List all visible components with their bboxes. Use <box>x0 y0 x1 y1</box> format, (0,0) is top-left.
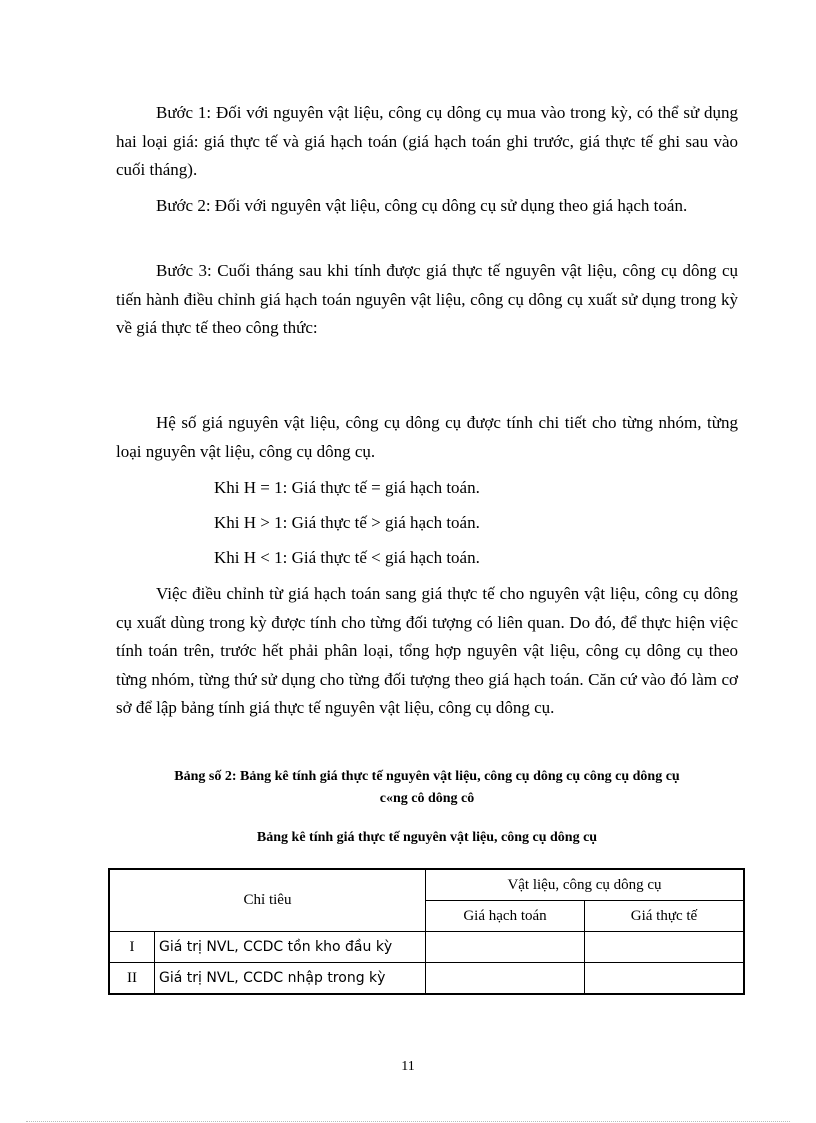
paragraph-adjustment-text: Việc điều chỉnh từ giá hạch toán sang giá thực tế cho nguyên vật liệu, công cụ dông cụ xuất dùng trong kỳ được tính cho từng đối tượng có liên quan. Do đó, để thực hiện việc tính toán trên, trước hết phải phân loại, tổng hợp nguyên vật liệu, công cụ dông cụ theo từng nhóm, từng thứ sử dụng cho từng đối tượng theo giá hạch toán. Căn cứ vào đó làm cơ sở để lập bảng tính giá thực tế nguyên vật liệu, công cụ dông cụ. <box>116 584 738 717</box>
paragraph-step-3-text: Bước 3: Cuối tháng sau khi tính được giá thực tế nguyên vật liệu, công cụ dông cụ tiến hành điều chỉnh giá hạch toán nguyên vật liệu, công cụ dông cụ xuất sử dụng trong kỳ về giá thực tế theo công thức: <box>116 261 738 337</box>
row-label: Giá trị NVL, CCDC tồn kho đầu kỳ <box>155 932 426 963</box>
header-actual-price: Giá thực tế <box>585 901 745 932</box>
case-h-greater: Khi H > 1: Giá thực tế > giá hạch toán. <box>214 513 480 532</box>
case-h-less: Khi H < 1: Giá thực tế < giá hạch toán. <box>214 548 480 567</box>
row-number: II <box>109 963 155 995</box>
paragraph-step-3 <box>116 257 738 343</box>
row-actual-value <box>585 932 745 963</box>
page-number: 11 <box>401 1059 415 1074</box>
table-number-caption-line-2: c«ng cô dông cô <box>379 791 475 806</box>
page-bottom-divider <box>26 1121 790 1122</box>
table-row <box>109 932 744 963</box>
row-number: I <box>109 932 155 963</box>
row-label: Giá trị NVL, CCDC nhập trong kỳ <box>155 963 426 995</box>
paragraph-adjustment <box>116 580 738 723</box>
price-calculation-table <box>108 868 745 995</box>
row-actual-value <box>585 963 745 995</box>
paragraph-coefficient-text: Hệ số giá nguyên vật liệu, công cụ dông cụ được tính chi tiết cho từng nhóm, từng loại nguyên vật liệu, công cụ dông cụ. <box>116 413 738 461</box>
case-h-equal: Khi H = 1: Giá thực tế = giá hạch toán. <box>214 478 480 497</box>
table-number-caption-line-1: Bảng số 2: Bảng kê tính giá thực tế nguyên vật liệu, công cụ dông cụ công cụ dông cụ <box>174 769 680 784</box>
paragraph-coefficient <box>116 409 738 466</box>
table-title: Bảng kê tính giá thực tế nguyên vật liệu, công cụ dông cụ <box>256 830 598 845</box>
header-accounting-price: Giá hạch toán <box>426 901 585 932</box>
row-accounting-value <box>426 963 585 995</box>
paragraph-step-2 <box>116 192 738 221</box>
paragraph-step-1-text: Bước 1: Đối với nguyên vật liệu, công cụ dông cụ mua vào trong kỳ, có thể sử dụng hai loại giá: giá thực tế và giá hạch toán (giá hạch toán ghi trước, giá thực tế ghi sau vào cuối tháng). <box>116 103 738 179</box>
table-header-row <box>109 869 744 901</box>
paragraph-step-1 <box>116 99 738 185</box>
row-accounting-value <box>426 932 585 963</box>
header-materials-tools: Vật liệu, công cụ dông cụ <box>426 869 745 901</box>
paragraph-step-2-text: Bước 2: Đối với nguyên vật liệu, công cụ dông cụ sử dụng theo giá hạch toán. <box>156 196 688 215</box>
table-row <box>109 963 744 995</box>
header-criteria: Chỉ tiêu <box>109 869 426 932</box>
table-number-caption <box>116 766 738 810</box>
